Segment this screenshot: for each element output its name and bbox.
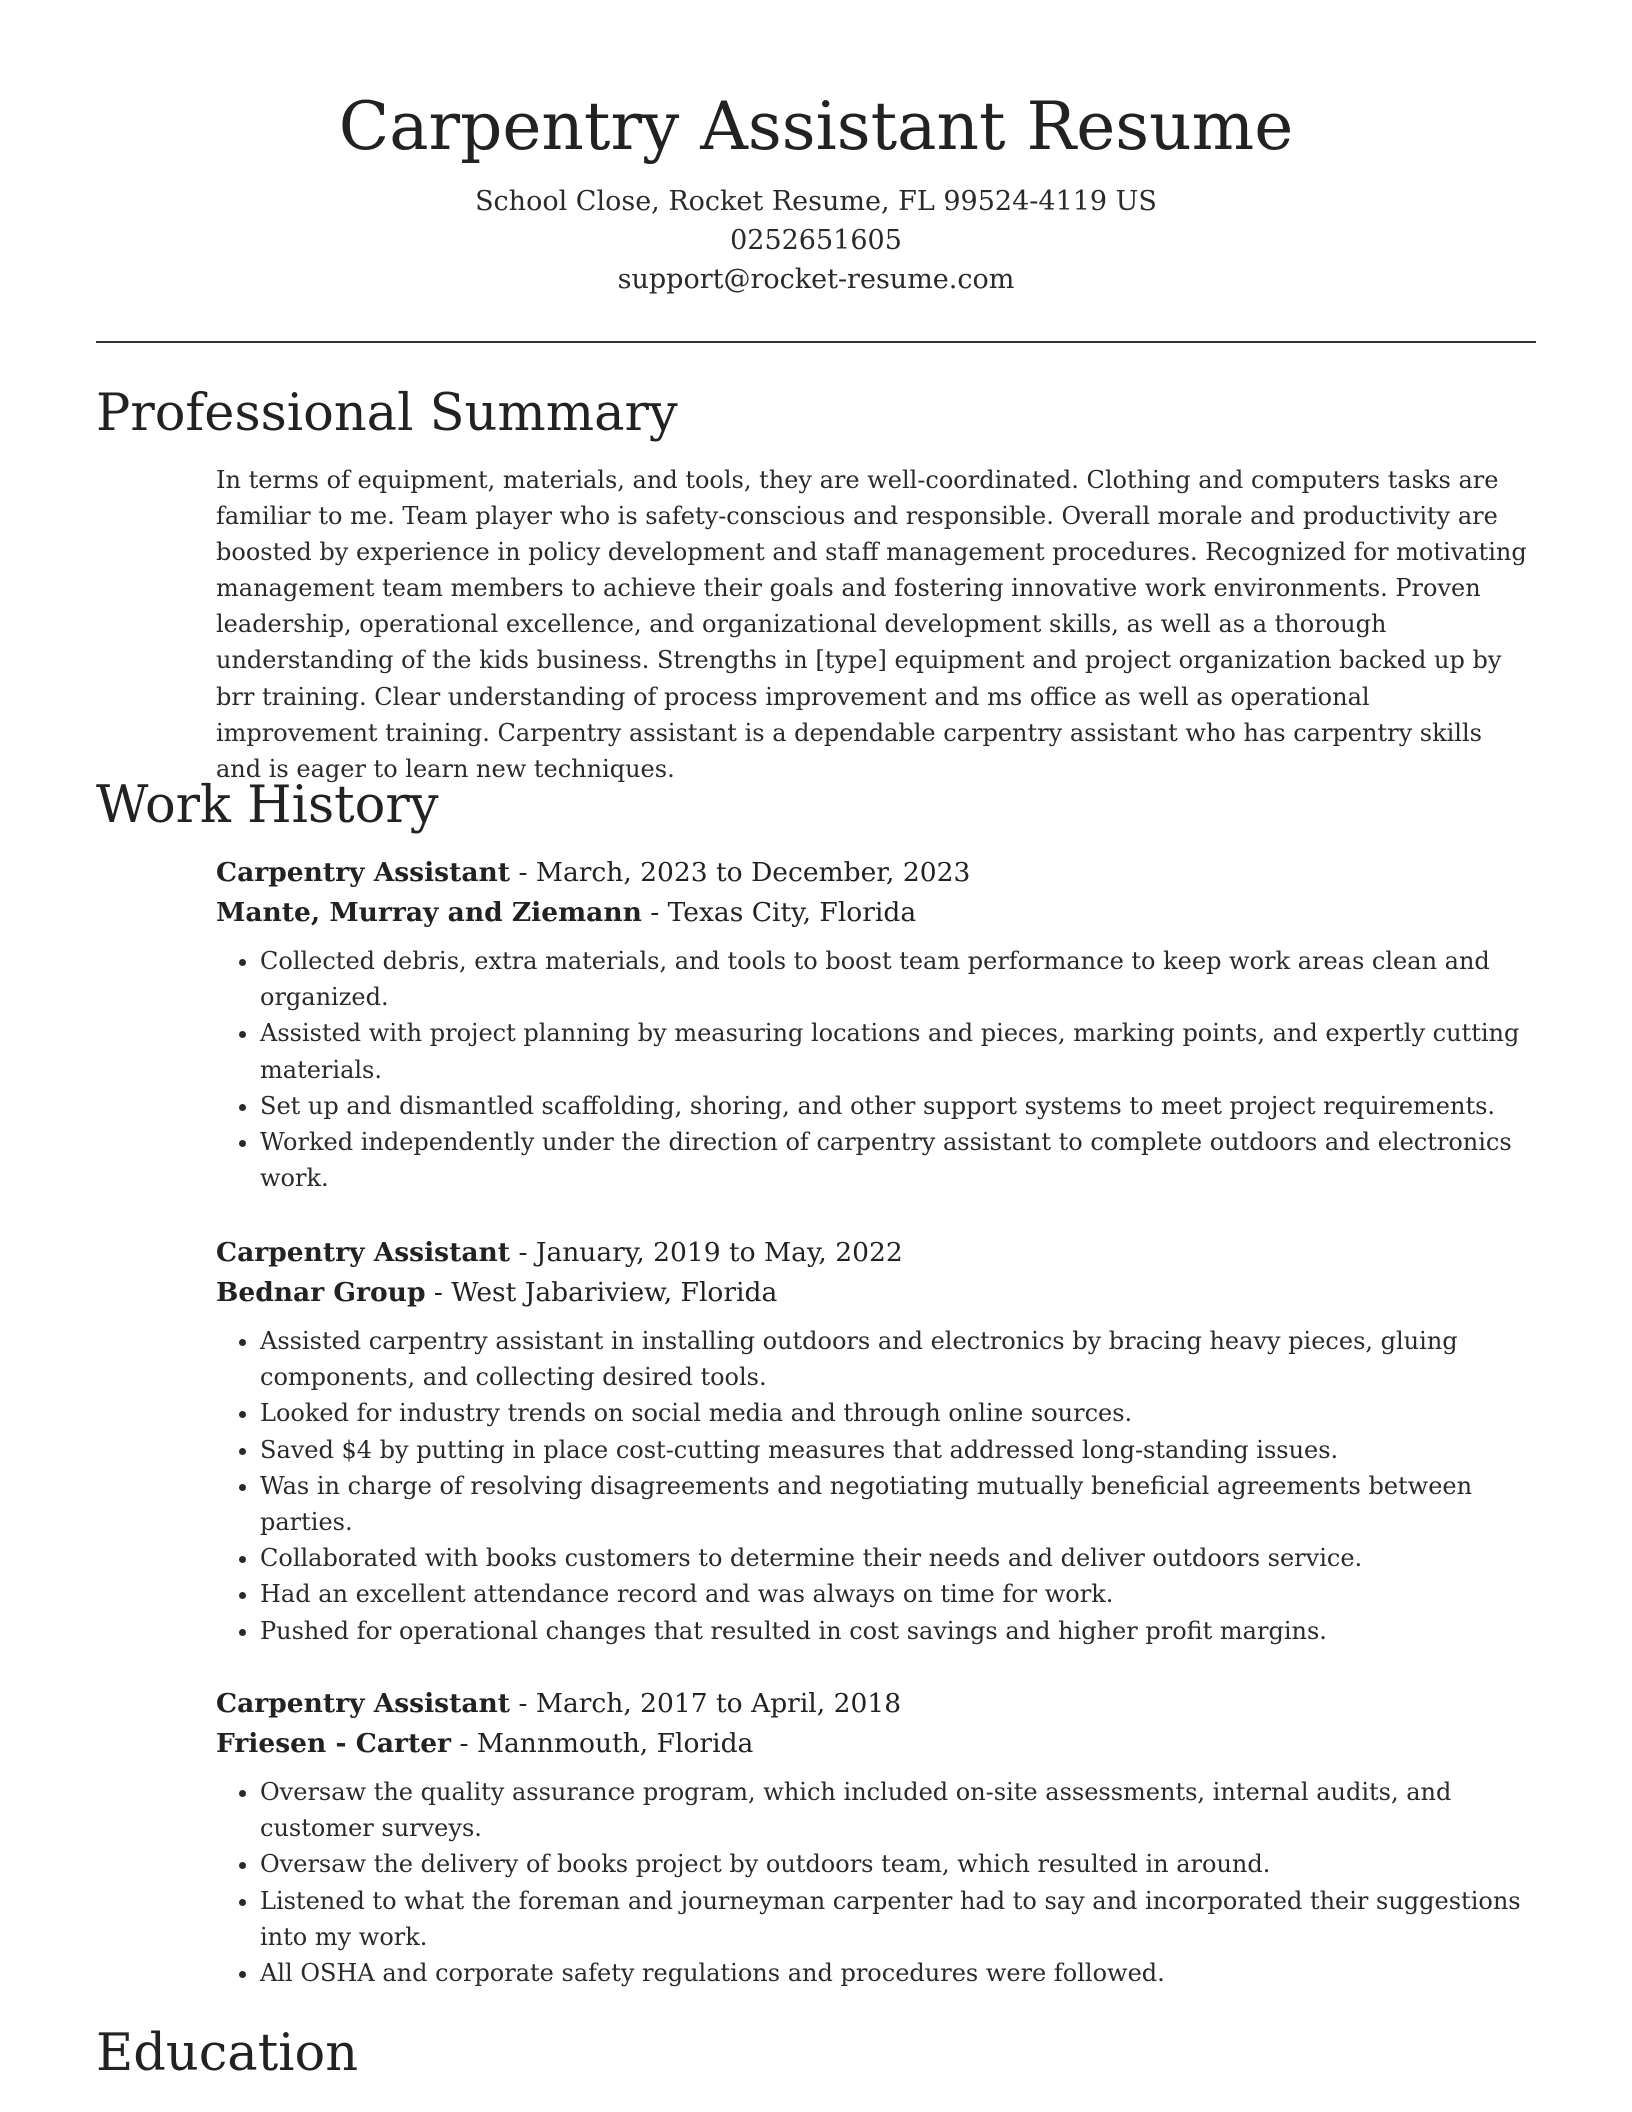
job-bullet: • Collected debris, extra materials, and tools to boost team performance to keep work areas clean and organized. (260, 943, 1536, 1015)
job-bullet: • Looked for industry trends on social media and through online sources. (260, 1395, 1536, 1431)
job-position: Carpentry Assistant (216, 1688, 511, 1719)
job-dates: - January, 2019 to May, 2022 (510, 1237, 903, 1268)
job-bullet: • Worked independently under the direction of carpentry assistant to complete outdoors and electronics work. (260, 1124, 1536, 1196)
job-entry (216, 1684, 1536, 1991)
job-dates: - March, 2017 to April, 2018 (510, 1688, 902, 1719)
section-title-work-history: Work History (96, 776, 439, 835)
job-company: Friesen - Carter (216, 1728, 452, 1759)
job-location: - West Jabariview, Florida (425, 1277, 778, 1308)
contact-info (96, 182, 1536, 299)
resume-header (96, 84, 1536, 299)
job-bullet: • Saved $4 by putting in place cost-cutting measures that addressed long-standing issues. (260, 1432, 1536, 1468)
job-entry (216, 1233, 1536, 1649)
job-bullet: • Oversaw the delivery of books project by outdoors team, which resulted in around. (260, 1846, 1536, 1882)
contact-phone: 0252651605 (730, 225, 902, 256)
job-bullet: • Oversaw the quality assurance program, which included on-site assessments, internal audits, and customer surveys. (260, 1774, 1536, 1846)
page-title: Carpentry Assistant Resume (338, 88, 1294, 165)
job-title-line (216, 1233, 1536, 1273)
job-bullets (216, 1323, 1536, 1649)
contact-email: support@rocket-resume.com (617, 264, 1015, 295)
job-location: - Texas City, Florida (641, 897, 917, 928)
job-title-line (216, 1684, 1536, 1724)
job-bullet: • Had an excellent attendance record and was always on time for work. (260, 1576, 1536, 1612)
job-bullets (216, 943, 1536, 1196)
job-company-line (216, 1724, 1536, 1764)
job-title-line (216, 853, 1536, 893)
contact-address: School Close, Rocket Resume, FL 99524-4119 US (475, 186, 1157, 217)
job-bullet: • Set up and dismantled scaffolding, shoring, and other support systems to meet project requirements. (260, 1088, 1536, 1124)
job-bullet: • Assisted carpentry assistant in installing outdoors and electronics by bracing heavy pieces, gluing components, and collecting desired tools. (260, 1323, 1536, 1395)
job-dates: - March, 2023 to December, 2023 (510, 857, 971, 888)
job-entry (216, 853, 1536, 1196)
job-company-line (216, 893, 1536, 933)
job-company: Mante, Murray and Ziemann (216, 897, 642, 928)
job-bullet: • Collaborated with books customers to determine their needs and deliver outdoors service. (260, 1540, 1536, 1576)
job-bullet: • Listened to what the foreman and journeyman carpenter had to say and incorporated their suggestions into my work. (260, 1883, 1536, 1955)
job-company: Bednar Group (216, 1277, 426, 1308)
job-bullet: • All OSHA and corporate safety regulations and procedures were followed. (260, 1955, 1536, 1991)
job-bullet: • Pushed for operational changes that resulted in cost savings and higher profit margins. (260, 1613, 1536, 1649)
job-bullet: • Assisted with project planning by measuring locations and pieces, marking points, and expertly cutting materials. (260, 1015, 1536, 1087)
header-divider (96, 341, 1536, 343)
job-position: Carpentry Assistant (216, 857, 511, 888)
job-location: - Mannmouth, Florida (451, 1728, 754, 1759)
job-bullet: • Was in charge of resolving disagreements and negotiating mutually beneficial agreements between parties. (260, 1468, 1536, 1540)
job-position: Carpentry Assistant (216, 1237, 511, 1268)
job-company-line (216, 1273, 1536, 1313)
job-bullets (216, 1774, 1536, 1991)
section-title-education: Education (96, 2024, 359, 2083)
section-title-professional-summary: Professional Summary (96, 384, 678, 443)
summary-text: In terms of equipment, materials, and tools, they are well-coordinated. Clothing and computers tasks are familiar to me. Team player who is safety-conscious and responsible. Overall morale and productivity are boosted by experience in policy development and staff management procedures. Recognized for motivating management team members to achieve their goals and fostering innovative work environments. Proven leadership, operational excellence, and organizational development skills, as well as a thorough understanding of the kids business. Strengths in [type] equipment and project organization backed up by brr training. Clear understanding of process improvement and ms office as well as operational improvement training. Carpentry assistant is a dependable carpentry assistant who has carpentry skills and is eager to learn new techniques. (216, 466, 1527, 783)
